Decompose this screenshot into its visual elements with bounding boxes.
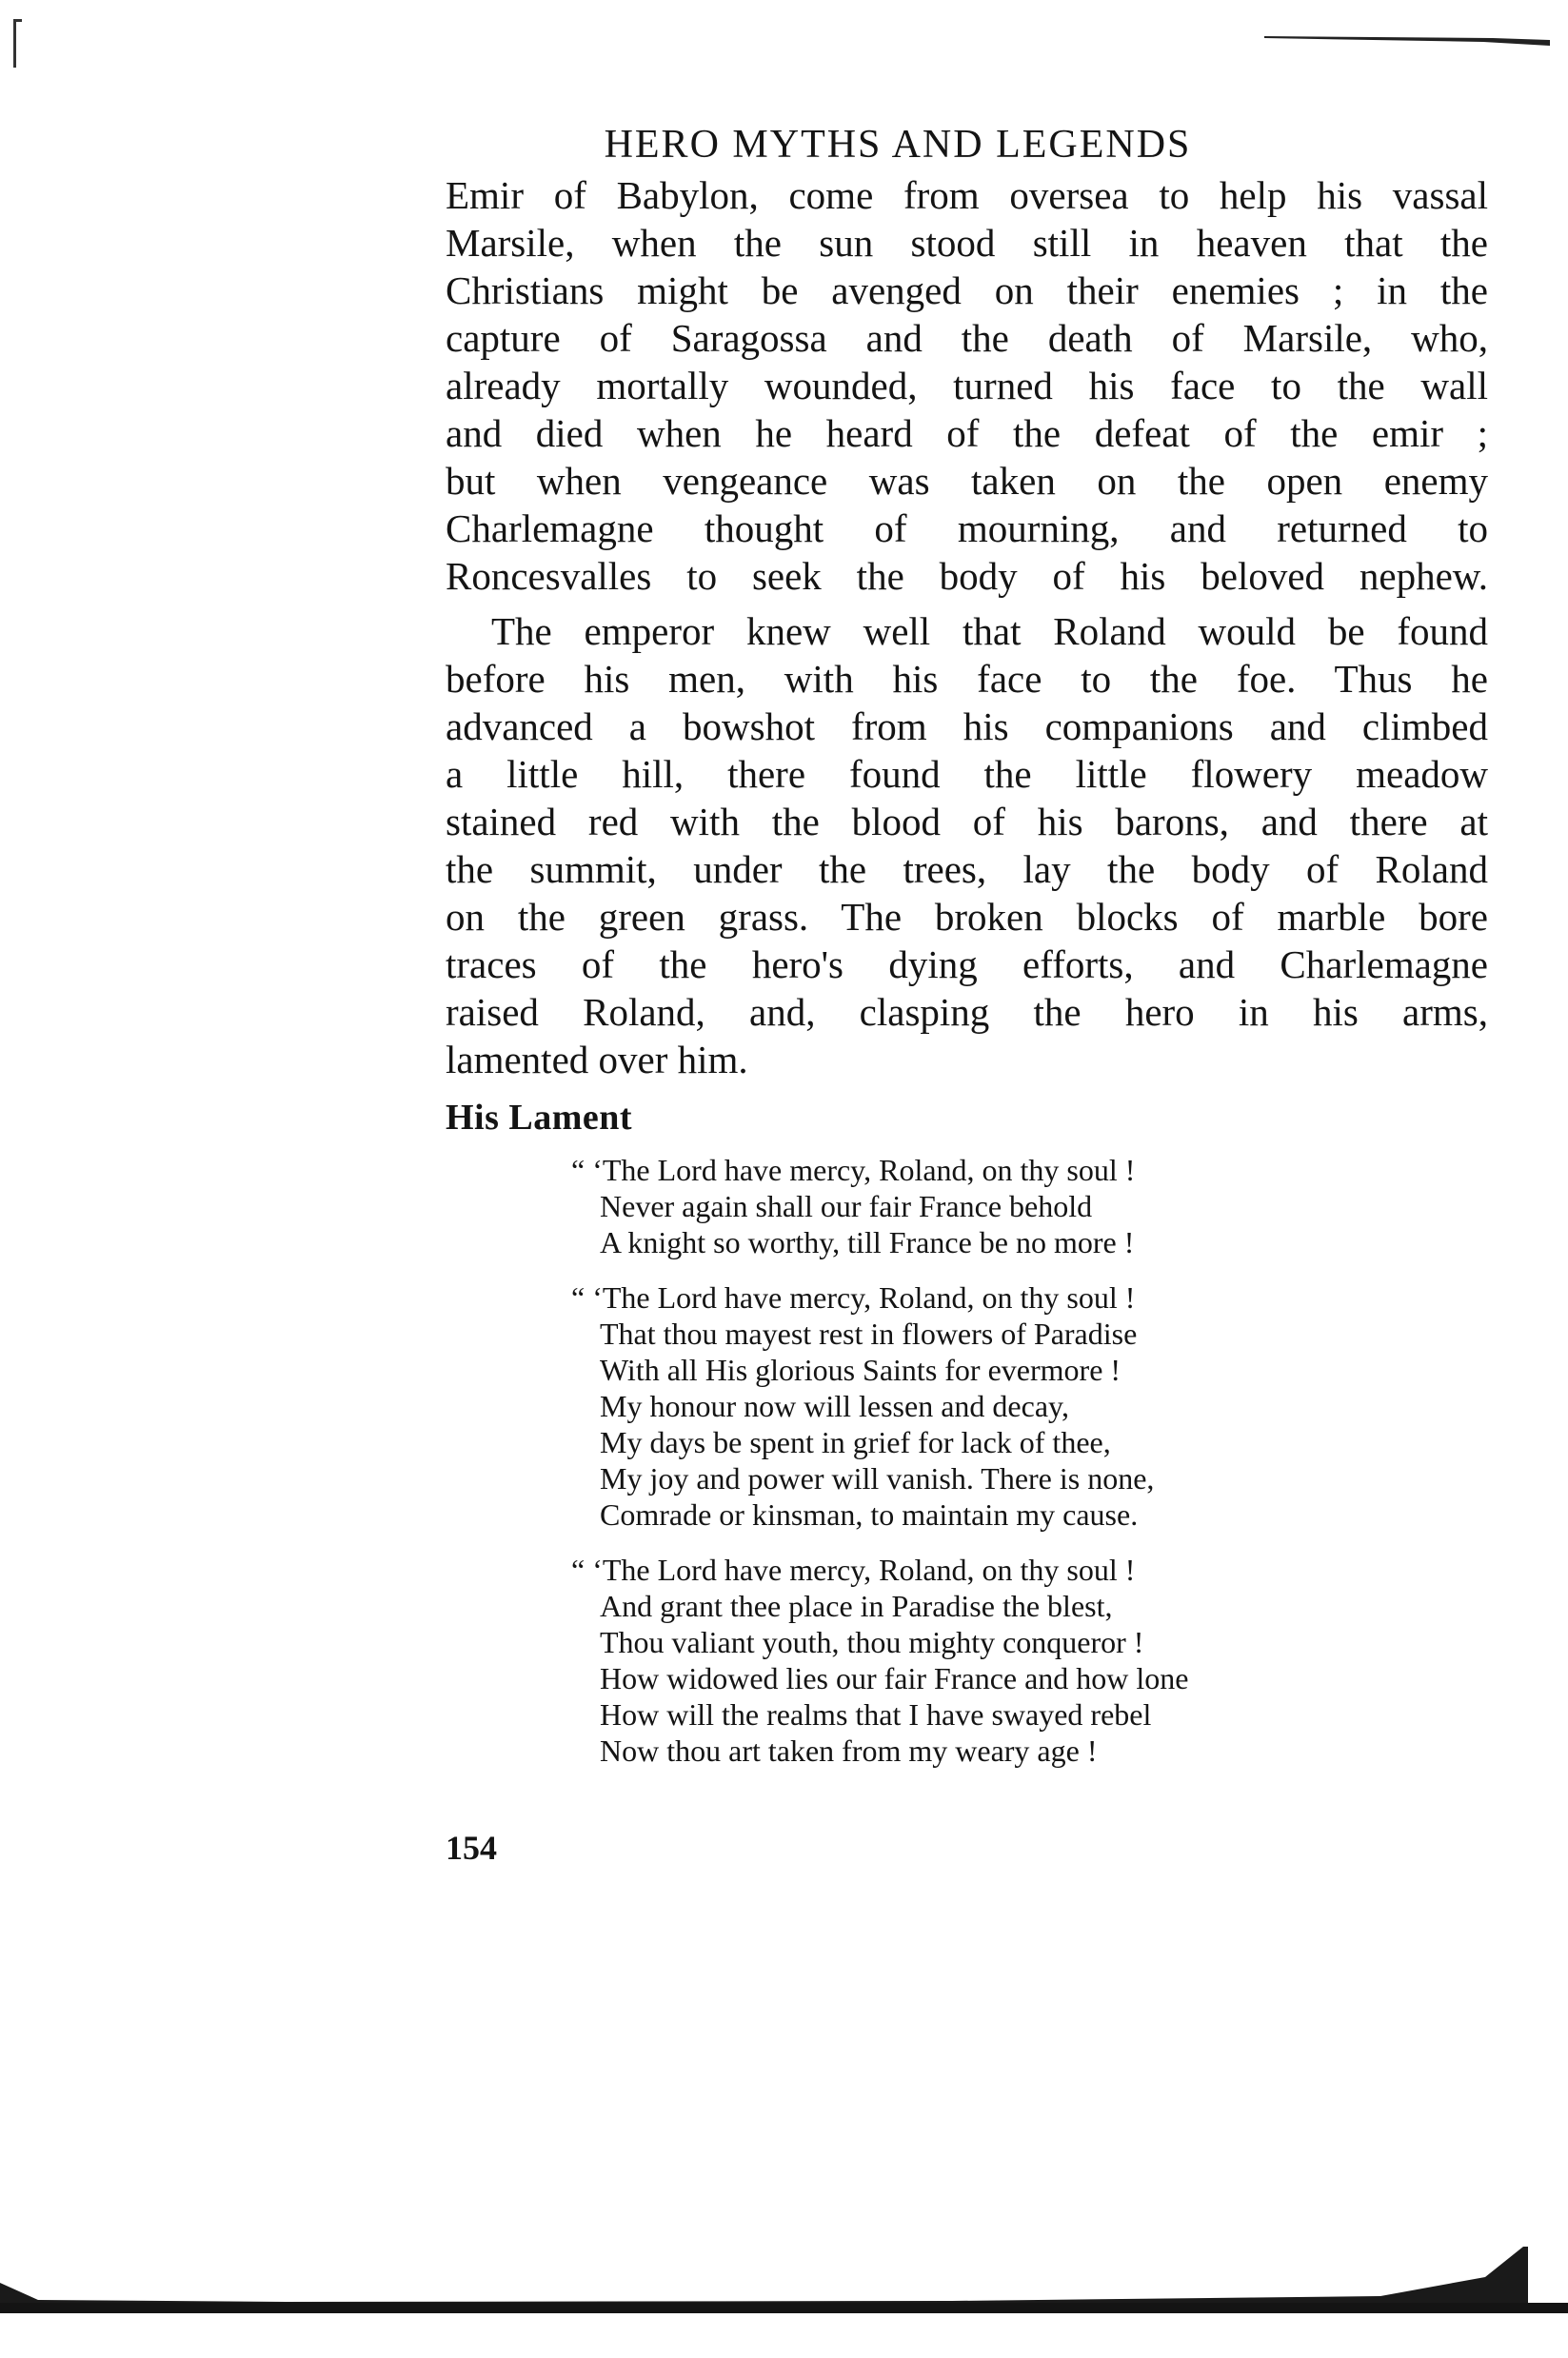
verse-line: My joy and power will vanish. There is none, xyxy=(600,1461,1155,1496)
text-line: capture of Saragossa and the death of Marsile, who, xyxy=(446,316,1488,360)
verse-line: With all His glorious Saints for evermore ! xyxy=(600,1353,1121,1387)
page-number: 154 xyxy=(446,1829,497,1867)
verse-line: “ ‘The Lord have mercy, Roland, on thy soul ! xyxy=(571,1553,1136,1587)
text-line: traces of the hero's dying efforts, and Charlemagne xyxy=(446,942,1488,986)
text-line: the summit, under the trees, lay the body of Roland xyxy=(446,847,1488,891)
verse-line: How widowed lies our fair France and how lone xyxy=(600,1661,1189,1695)
verse-line: “ ‘The Lord have mercy, Roland, on thy soul ! xyxy=(571,1153,1136,1187)
text-line: advanced a bowshot from his companions and climbed xyxy=(446,704,1488,748)
text-line: The emperor knew well that Roland would be found xyxy=(491,609,1488,653)
text-line: but when vengeance was taken on the open enemy xyxy=(446,459,1488,503)
text-line: already mortally wounded, turned his face to the wall xyxy=(446,364,1488,407)
top-edge-rule xyxy=(1264,32,1550,46)
bottom-edge-rule xyxy=(0,2209,1568,2313)
paragraph-1 xyxy=(446,171,1488,600)
text-line: Christians might be avenged on their enemies ; in the xyxy=(446,268,1488,312)
text-line: and died when he heard of the defeat of the emir ; xyxy=(446,411,1488,455)
verse-line: A knight so worthy, till France be no more ! xyxy=(600,1225,1135,1259)
sidenote-heading: His Lament xyxy=(446,1098,633,1138)
text-line: Charlemagne thought of mourning, and returned to xyxy=(446,506,1488,550)
text-line: a little hill, there found the little flowery meadow xyxy=(446,752,1488,796)
poem xyxy=(571,1152,1352,1788)
verse-line: My honour now will lessen and decay, xyxy=(600,1389,1069,1423)
verse-line: And grant thee place in Paradise the blest, xyxy=(600,1589,1113,1623)
text-line: Roncesvalles to seek the body of his beloved nephew. xyxy=(446,554,1488,598)
verse-line: “ ‘The Lord have mercy, Roland, on thy soul ! xyxy=(571,1280,1136,1315)
stanza-3 xyxy=(571,1552,1352,1769)
stanza-2 xyxy=(571,1279,1352,1533)
text-line: Marsile, when the sun stood still in heaven that the xyxy=(446,221,1488,265)
paragraph-2 xyxy=(446,607,1488,1083)
verse-line: My days be spent in grief for lack of thee, xyxy=(600,1425,1111,1459)
text-line: before his men, with his face to the foe. Thus he xyxy=(446,657,1488,701)
running-head: HERO MYTHS AND LEGENDS xyxy=(604,123,1192,167)
body-text xyxy=(446,171,1488,1083)
text-line: lamented over him. xyxy=(446,1038,748,1081)
stanza-1 xyxy=(571,1152,1352,1260)
verse-line: Now thou art taken from my weary age ! xyxy=(600,1734,1098,1768)
verse-line: How will the realms that I have swayed rebel xyxy=(600,1697,1152,1732)
text-line: stained red with the blood of his barons, and there at xyxy=(446,800,1488,843)
verse-line: Comrade or kinsman, to maintain my cause. xyxy=(600,1497,1139,1532)
scan-corner-mark xyxy=(13,19,22,68)
verse-line: That thou mayest rest in flowers of Paradise xyxy=(600,1317,1138,1351)
verse-line: Never again shall our fair France behold xyxy=(600,1189,1093,1223)
text-line: on the green grass. The broken blocks of marble bore xyxy=(446,895,1488,939)
text-line: raised Roland, and, clasping the hero in his arms, xyxy=(446,990,1488,1034)
verse-line: Thou valiant youth, thou mighty conqueror ! xyxy=(600,1625,1144,1659)
text-line: Emir of Babylon, come from oversea to help his vassal xyxy=(446,173,1488,217)
